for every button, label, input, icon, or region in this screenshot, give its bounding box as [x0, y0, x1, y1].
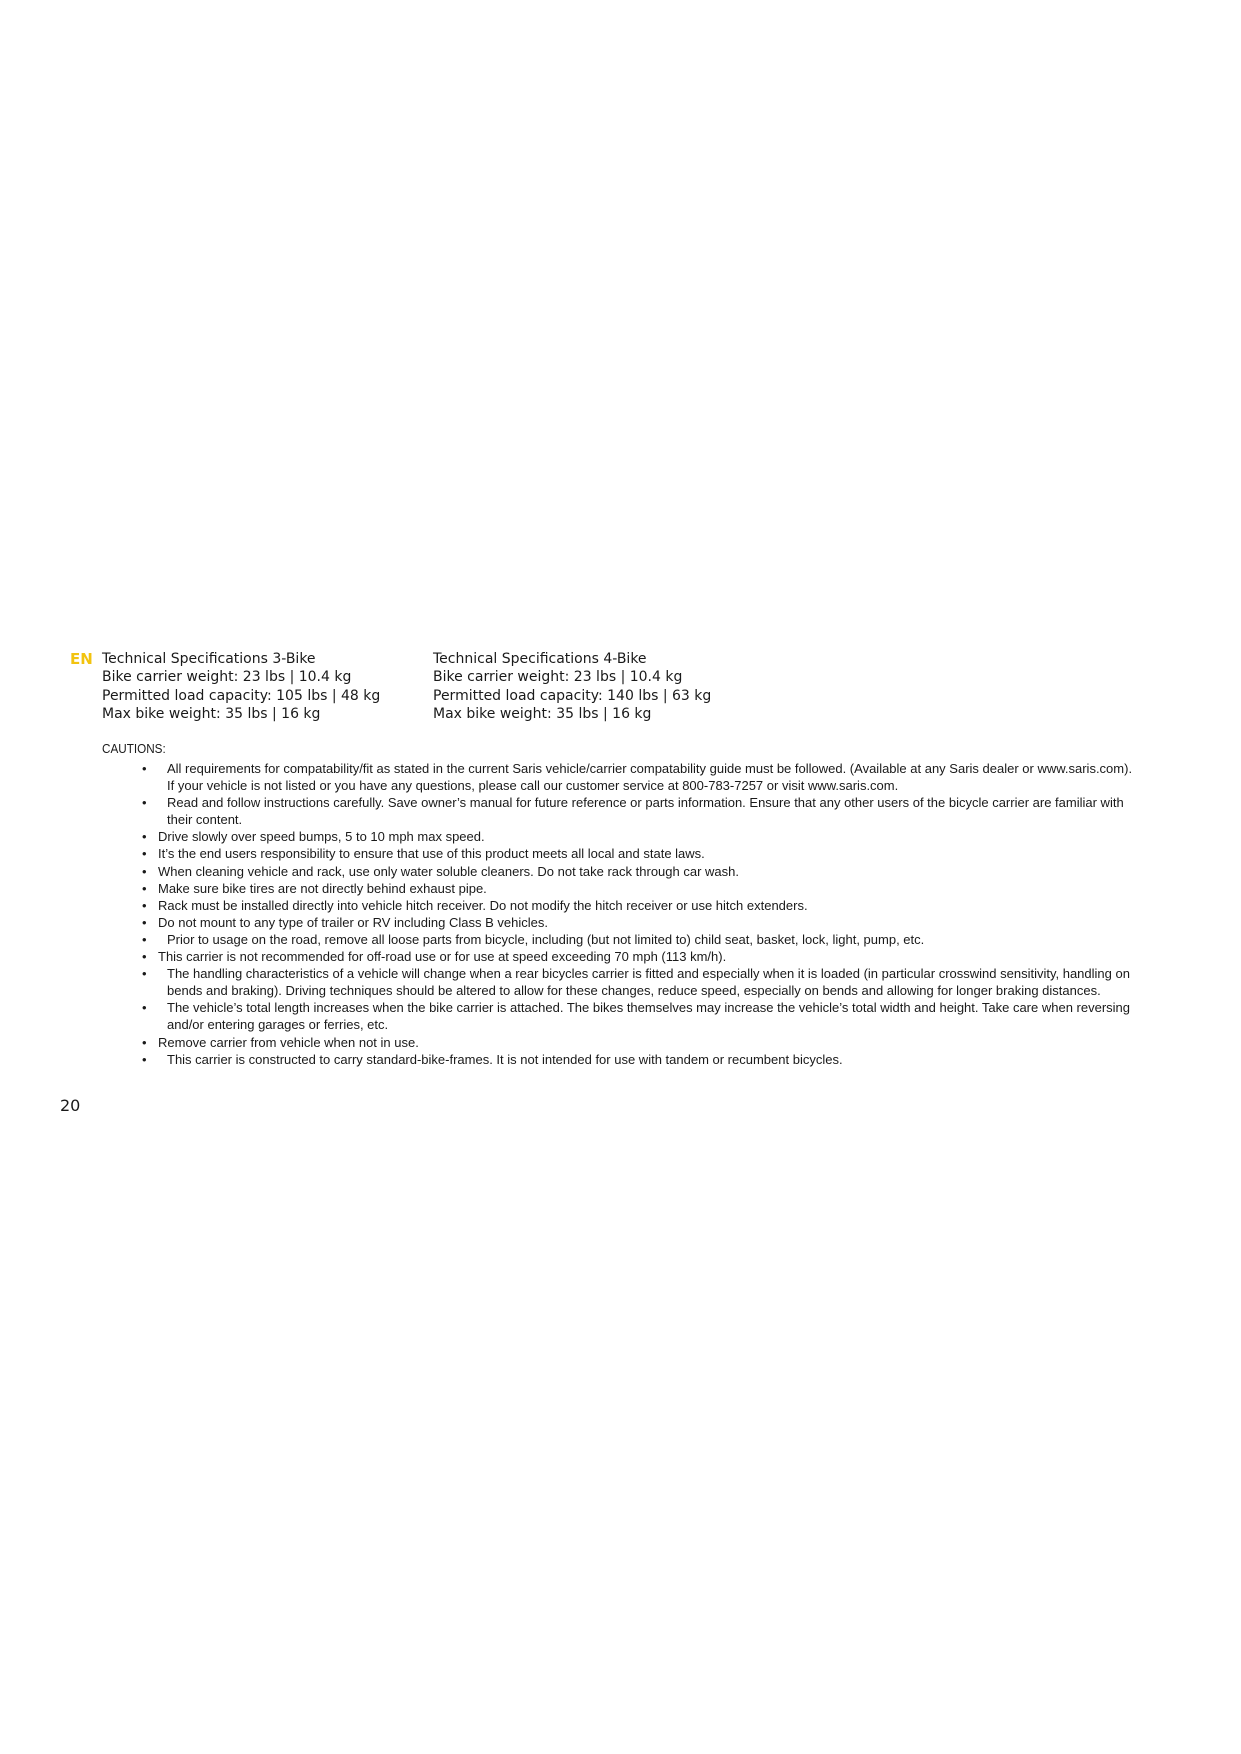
caution-item: • The handling characteristics of a vehicle will change when a rear bicycles carrier is fitted and especially when it is loaded (in particular crosswind sensitivity, handling on bends and braking). Driving techniques should be altered to allow for these changes, reduce speed, especially on bends and allowing for longer braking distances. [142, 966, 1130, 999]
spec-4bike-carrier-weight: Bike carrier weight: 23 lbs | 10.4 kg [433, 669, 683, 686]
caution-item: • This carrier is not recommended for off-road use or for use at speed exceeding 70 mph (113 km/h). [142, 949, 727, 965]
bullet-icon: • [142, 1000, 147, 1016]
page-number: 20 [60, 1096, 81, 1115]
caution-item: • Make sure bike tires are not directly behind exhaust pipe. [142, 880, 487, 896]
spec-3bike-max-bike-weight: Max bike weight: 35 lbs | 16 kg [102, 706, 321, 723]
bullet-icon: • [142, 761, 147, 776]
bullet-icon: • [142, 829, 147, 845]
bullet-icon: • [142, 966, 147, 982]
spec-4bike-title: Technical Specifications 4-Bike [433, 651, 647, 667]
bullet-icon: • [142, 795, 147, 811]
caution-item: • All requirements for compatability/fit as stated in the current Saris vehicle/carrier compatability guide must be followed. (Available at any Saris dealer or www.saris.com). If your vehicle is not listed or you have any questions, please call our customer service at 800-783-7257 or visit www.saris.com. [142, 761, 1133, 794]
spec-3bike [102, 650, 380, 724]
caution-item: • When cleaning vehicle and rack, use only water soluble cleaners. Do not take rack through car wash. [142, 863, 739, 879]
caution-item: • Do not mount to any type of trailer or RV including Class B vehicles. [142, 914, 548, 930]
bullet-icon: • [142, 846, 147, 862]
bullet-icon: • [142, 931, 147, 947]
bullet-icon: • [142, 897, 147, 913]
caution-item: • The vehicle’s total length increases when the bike carrier is attached. The bikes themselves may increase the vehicle’s total width and height. Take care when reversing and/or entering garages or ferries, etc. [142, 1000, 1131, 1033]
caution-item: • Read and follow instructions carefully. Save owner’s manual for future reference or parts information. Ensure that any other users of the bicycle carrier are familiar with their content. [142, 795, 1124, 828]
spec-3bike-load-capacity: Permitted load capacity: 105 lbs | 48 kg [102, 687, 381, 704]
caution-item: • It’s the end users responsibility to ensure that use of this product meets all local and state laws. [142, 846, 705, 862]
cautions-title: CAUTIONS: [102, 741, 166, 756]
spec-4bike [433, 650, 711, 724]
spec-3bike-title: Technical Specifications 3-Bike [102, 651, 316, 667]
bullet-icon: • [142, 863, 147, 879]
spec-4bike-max-bike-weight: Max bike weight: 35 lbs | 16 kg [433, 706, 652, 723]
bullet-icon: • [142, 880, 147, 896]
bullet-icon: • [142, 1034, 147, 1050]
bullet-icon: • [142, 914, 147, 930]
cautions-list [140, 760, 1140, 1068]
caution-item: • This carrier is constructed to carry standard-bike-frames. It is not intended for use with tandem or recumbent bicycles. [142, 1051, 843, 1067]
language-tag: EN [70, 650, 93, 668]
spec-3bike-carrier-weight: Bike carrier weight: 23 lbs | 10.4 kg [102, 669, 352, 686]
caution-item: • Remove carrier from vehicle when not in use. [142, 1034, 419, 1050]
caution-item: • Rack must be installed directly into vehicle hitch receiver. Do not modify the hitch receiver or use hitch extenders. [142, 897, 808, 913]
bullet-icon: • [142, 949, 147, 965]
bullet-icon: • [142, 1051, 147, 1067]
caution-item: • Drive slowly over speed bumps, 5 to 10 mph max speed. [142, 829, 485, 845]
spec-4bike-load-capacity: Permitted load capacity: 140 lbs | 63 kg [433, 687, 712, 704]
caution-item: • Prior to usage on the road, remove all loose parts from bicycle, including (but not limited to) child seat, basket, lock, light, pump, etc. [142, 931, 925, 947]
